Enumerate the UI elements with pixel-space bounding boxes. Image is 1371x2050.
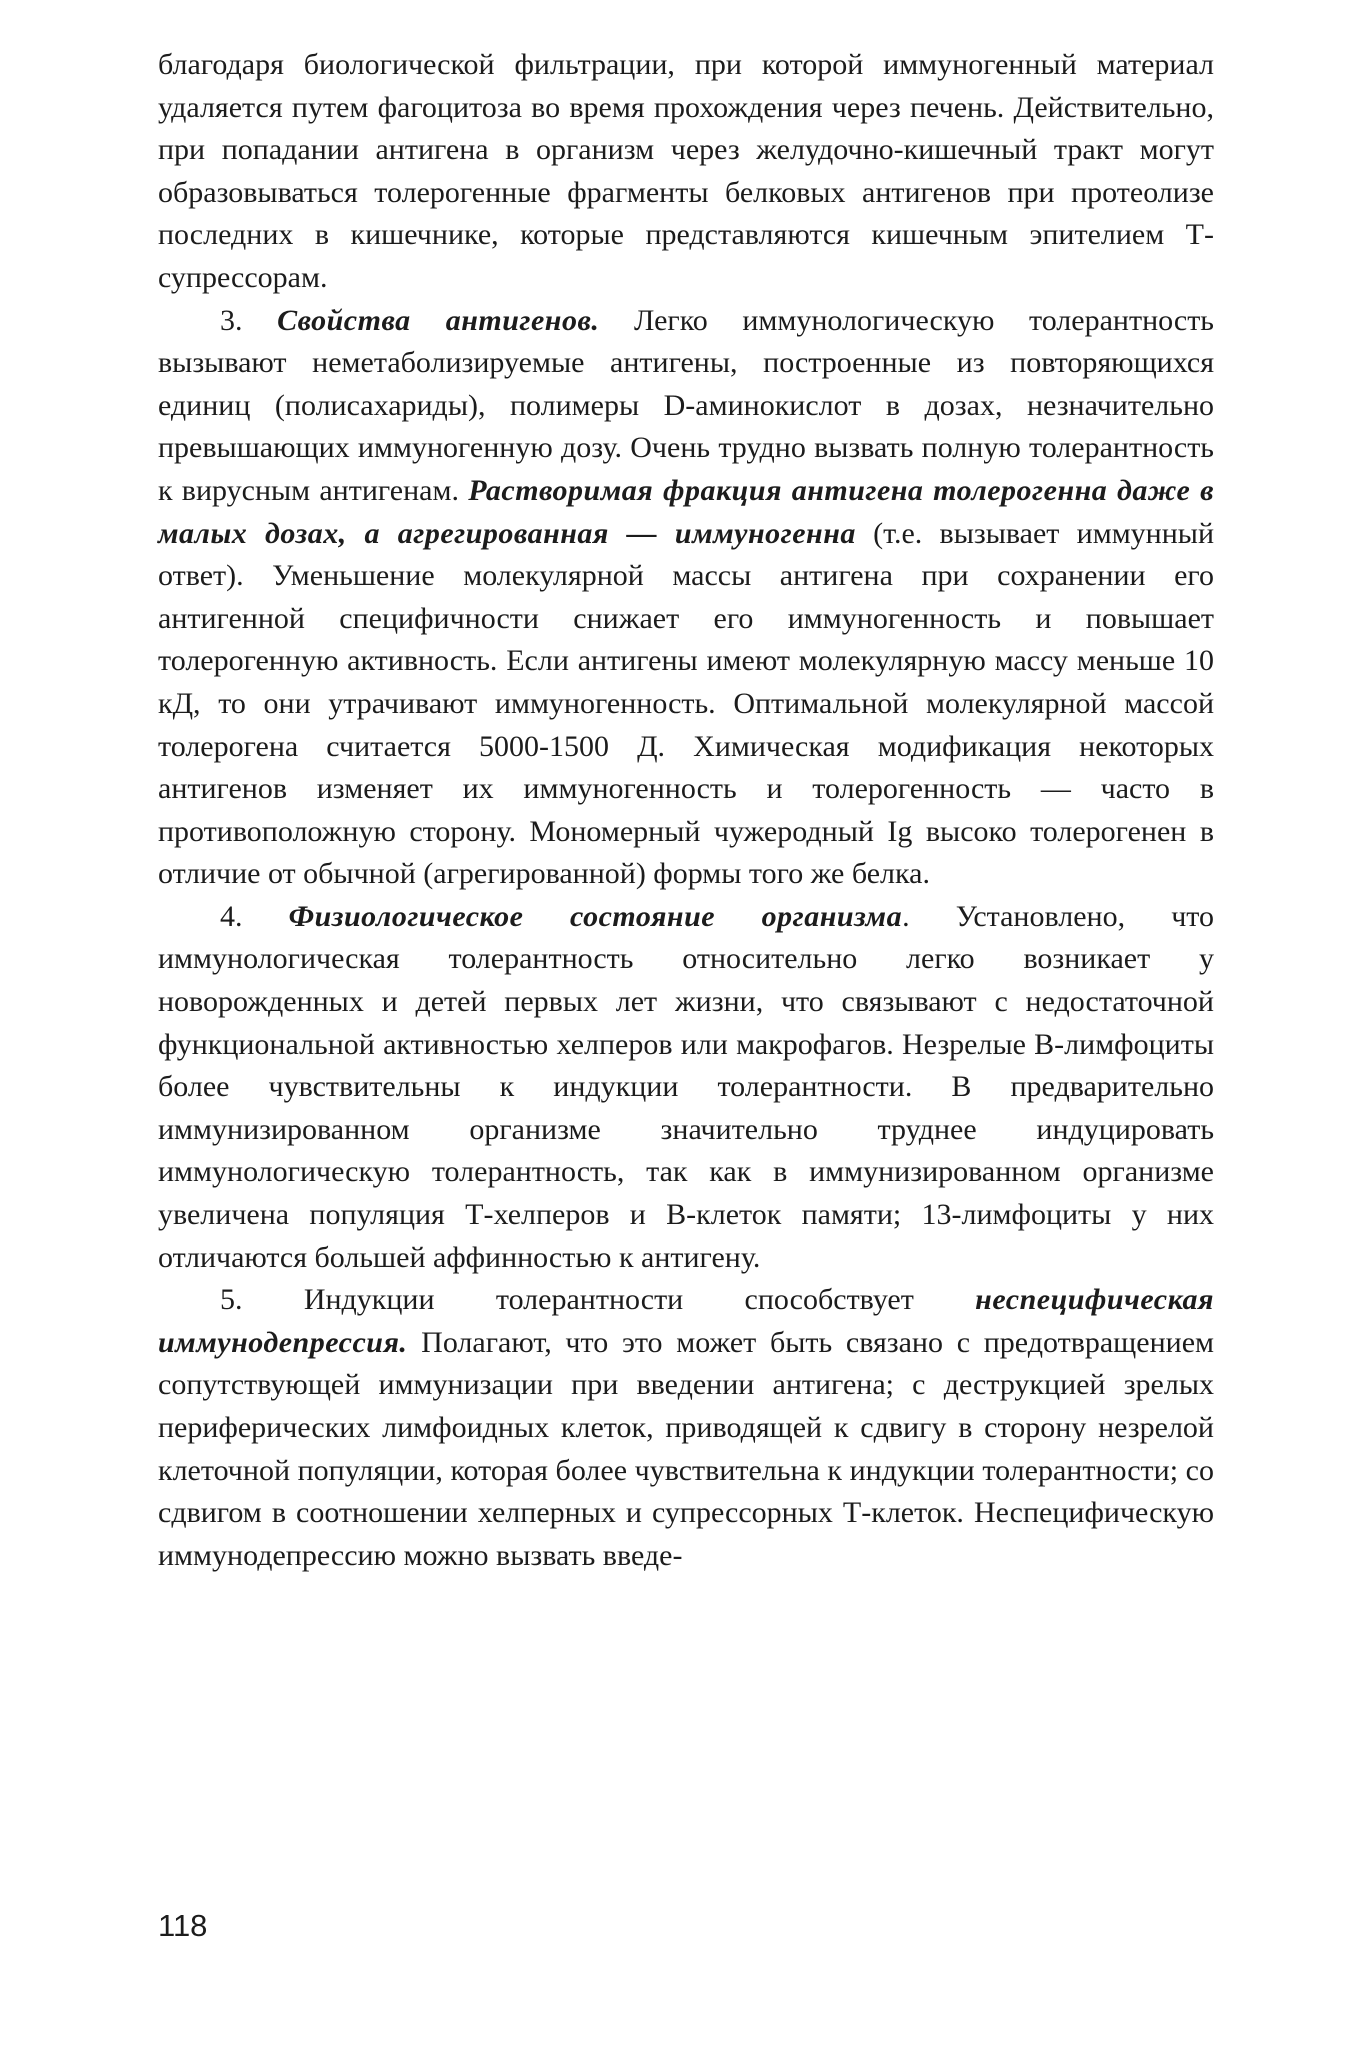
text-run: (т.е. вызывает иммунный ответ). Уменьшение молекулярной массы антигена при сохранении его антигенной специфичности снижает его иммуногенность и повышает толерогенную активность. Если антигены имеют молекулярную массу меньше 10 кД, то они утрачивают иммуногенность. Оптимальной молекулярной массой толерогена считается 5000-1500 Д. Химическая модификация некоторых антигенов изменяет их иммуногенность и толерогенность — часто в противоположную сторону. Мономерный чужеродный Ig высоко толерогенен в отличие от обычной (агрегированной) формы того же белка. xyxy=(158,516,1214,891)
section-heading-antigen-properties: Свойства антигенов. xyxy=(277,303,600,337)
text-run: Легко иммунологическую толерантность вызывают неметаболизируемые антигены, построенные из повторяющихся единиц (полисахариды), полимеры D-аминокислот в дозах, незначительно превышающих иммуногенную дозу. Очень трудно вызвать полную толерантность к вирусным антигенам. xyxy=(158,303,1214,507)
paragraph-antigen-properties xyxy=(158,300,1214,896)
emphasis-soluble-fraction: Растворимая фракция антигена толерогенна даже в малых дозах, а агрегированная — иммуногенна xyxy=(158,473,1214,550)
text-run: благодаря биологической фильтрации, при которой иммуногенный материал удаляется путем фагоцитоза во время прохождения через печень. Действительно, при попадании антигена в организм через желудочно-кишечный тракт могут образовываться толерогенные фрагменты белковых антигенов при протеолизе последних в кишечнике, которые представляются кишечным эпителием Т-супрессорам. xyxy=(158,48,1214,294)
section-heading-physiological-state: Физиологическое состояние организма xyxy=(288,899,903,933)
item-number: 4. xyxy=(220,899,289,933)
item-number: 3. xyxy=(220,303,278,337)
paragraph-immunodepression xyxy=(158,1279,1214,1577)
text-run: 5. Индукции толерантности способствует xyxy=(220,1283,976,1317)
paragraph-physiological-state xyxy=(158,896,1214,1279)
emphasis-nonspecific-immunodepression: неспецифическая иммунодепрессия. xyxy=(158,1283,1214,1359)
text-run: Полагают, что это может быть связано с предотвращением сопутствующей иммунизации при введении антигена; с деструкцией зрелых периферических лимфоидных клеток, приводящей к сдвигу в сторону незрелой клеточной популяции, которая более чувствительна к индукции толерантности; со сдвигом в соотношении хелперных и супрессорных Т-клеток. Неспецифическую иммунодепрессию можно вызвать введе- xyxy=(158,1325,1214,1572)
text-run: . Установлено, что иммунологическая толерантность относительно легко возникает у новорожденных и детей первых лет жизни, что связывают с недостаточной функциональной активностью хелперов или макрофагов. Незрелые В-лимфоциты более чувствительны к индукции толерантности. В предварительно иммунизированном организме значительно труднее индуцировать иммунологическую толерантность, так как в иммунизированном организме увеличена популяция Т-хелперов и В-клеток памяти; 13-лимфоциты у них отличаются большей аффинностью к антигену. xyxy=(158,899,1214,1274)
body-text xyxy=(158,44,1214,1577)
page-number: 118 xyxy=(158,1908,208,1943)
paragraph-continuation xyxy=(158,44,1214,300)
